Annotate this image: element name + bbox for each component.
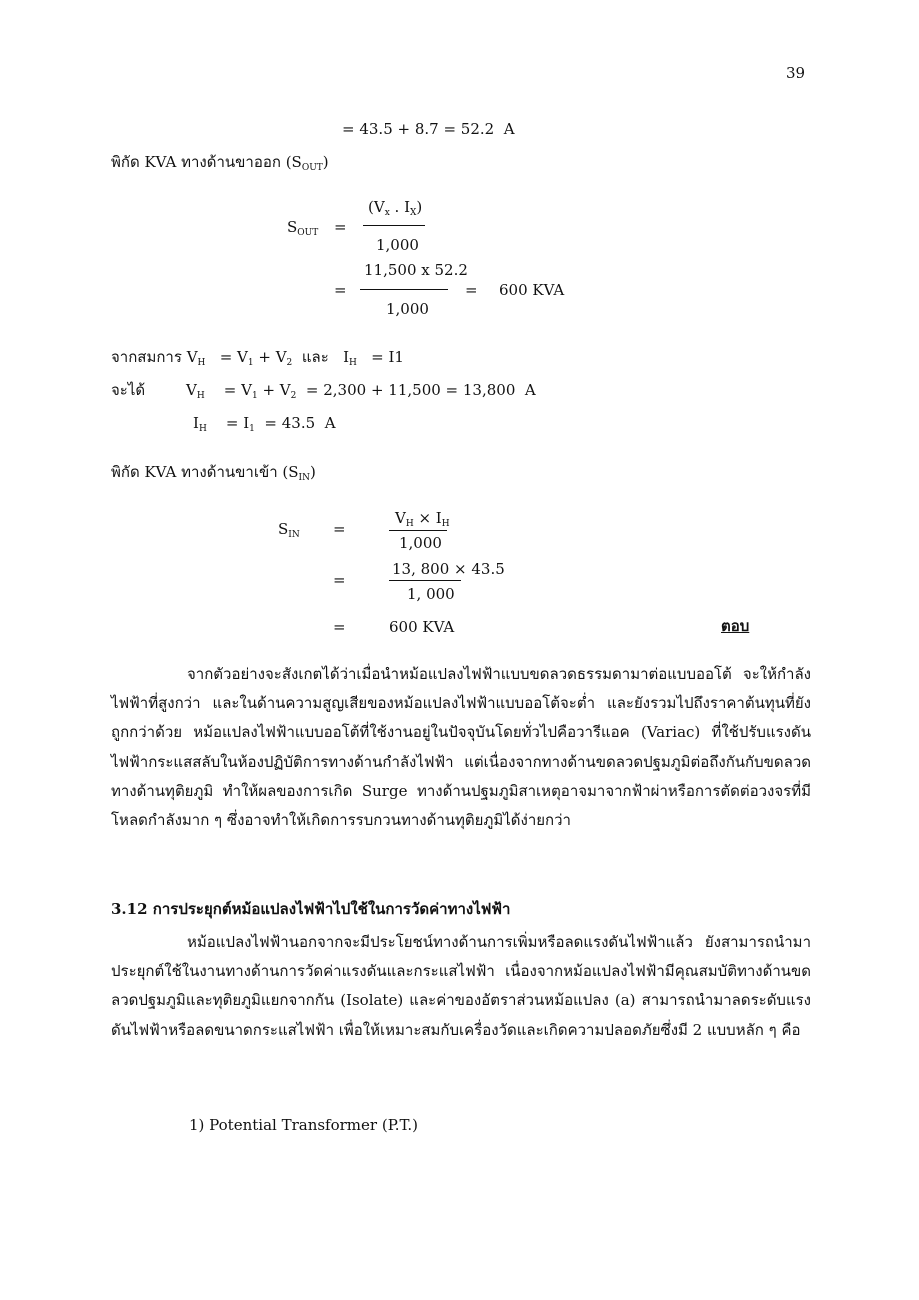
- section-heading: 3.12 การประยุกต์หม้อแปลงไฟฟ้าไปใช้ในการวัดค่าทางไฟฟ้า: [111, 900, 511, 918]
- fraction1-denominator: 1,000: [376, 236, 419, 254]
- list-item: 1) Potential Transformer (P.T.): [189, 1116, 418, 1134]
- section-paragraph: หม้อแปลงไฟฟ้านอกจากจะมีประโยชน์ทางด้านการเพิ่มหรือลดแรงดันไฟฟ้าแล้ว ยังสามารถนำมาประยุกต์ใช้ในงานทางด้านการวัดค่าแรงดันและกระแสไฟฟ้า เนื่องจากหม้อแปลงไฟฟ้ามีคุณสมบัติทางด้านขดลวดปฐมภูมิและทุติยภูมิแยกจากกัน (Isolate) และค่าของอัตราส่วนหม้อแปลง (a) สามารถนำมาลดระดับแรงดันไฟฟ้าหรือลดขนาดกระแสไฟฟ้า เพื่อให้เหมาะสมกับเครื่องวัดและเกิดความปลอดภัยซึ่งมี 2 แบบหลัก ๆ คือ: [111, 933, 811, 1039]
- fraction2-numerator: 11,500 x 52.2: [364, 261, 468, 279]
- fraction4-denominator: 1, 000: [407, 585, 455, 603]
- sin-heading: พิกัด KVA ทางด้านขาเข้า $(S_{IN})$: [111, 463, 316, 483]
- vh-calculation-line: $V_H$ = $V_1 + V_2 = 2,300 + 11,500 = 13,800$ A: [186, 381, 536, 401]
- answer-label: ตอบ: [721, 617, 750, 635]
- sout-symbol: $S_{OUT}$: [287, 218, 319, 238]
- fraction1-numerator: ($V_x$ . $I_X$): [368, 198, 423, 218]
- fraction2-denominator: 1,000: [386, 300, 429, 318]
- fraction3-denominator: 1,000: [399, 534, 442, 552]
- explanation-paragraph: จากตัวอย่างจะสังเกตได้ว่าเมื่อนำหม้อแปลงไฟฟ้าแบบขดลวดธรรมดามาต่อแบบออโต้ จะให้กำลังไฟฟ้าที่สูงกว่า และในด้านความสูญเสียของหม้อแปลงไฟฟ้าแบบออโต้จะต่ำ และยังรวมไปถึงราคาต้นทุนที่ยังถูกกว่าด้วย หม้อแปลงไฟฟ้าแบบออโต้ที่ใช้งานอยู่ในปัจจุบันโดยทั่วไปคือวารีแอค (Variac) ที่ใช้ปรับแรงดันไฟฟ้ากระแสสลับในห้องปฏิบัติการทางด้านกำลังไฟฟ้า แต่เนื่องจากทางด้านขดลวดปฐมภูมิต่อถึงกันกับขดลวดทางด้านทุติยภูมิ ทำให้ผลของการเกิด Surge ทางด้านปฐมภูมิสาเหตุอาจมาจากฟ้าผ่าหรือการตัดต่อวงจรที่มีโหลดกำลังมาก ๆ ซึ่งอาจทำให้เกิดการรบกวนทางด้านทุติยภูมิได้ง่ายกว่า: [111, 665, 811, 830]
- equals-sign: =: [334, 281, 347, 299]
- equation-current-sum: = 43.5 + 8.7 = 52.2 A: [342, 120, 515, 138]
- sout-heading: พิกัด KVA ทางด้านขาออก $(S_{OUT})$: [111, 153, 329, 173]
- fraction3-bar: [389, 530, 447, 531]
- equals-sign: =: [333, 618, 346, 636]
- fraction4-bar: [389, 580, 461, 581]
- equals-sign: =: [334, 218, 347, 236]
- ih-calculation-line: $I_H$ = $I_1 = 43.5$ A: [193, 414, 336, 434]
- fraction3-numerator: $V_H \times I_H$: [395, 509, 450, 529]
- vh-prefix: จะได้: [111, 381, 146, 399]
- equals-sign: =: [465, 281, 478, 299]
- fraction1-bar: [363, 225, 425, 226]
- equals-sign: =: [333, 571, 346, 589]
- vh-definition-line: จากสมการ $V_H$ = $V_1 + V_2$ และ $I_H$ = I1: [111, 348, 404, 368]
- fraction4-numerator: 13, 800 × 43.5: [392, 560, 505, 578]
- sin-symbol: $S_{IN}$: [278, 520, 300, 540]
- sin-result: 600 KVA: [389, 618, 455, 636]
- page-number: 39: [786, 64, 806, 82]
- sout-result: 600 KVA: [499, 281, 565, 299]
- equals-sign: =: [333, 520, 346, 538]
- fraction2-bar: [360, 289, 448, 290]
